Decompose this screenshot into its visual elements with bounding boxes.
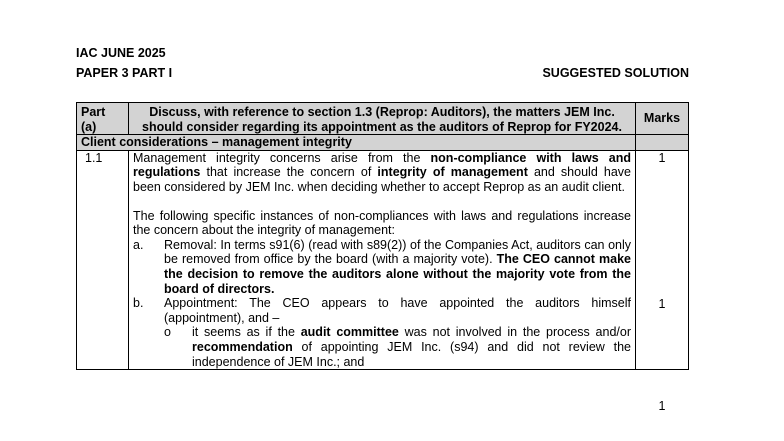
answer-marks	[636, 150, 689, 413]
question-label: Part (a)	[77, 103, 129, 135]
mark-value: 1	[658, 296, 666, 311]
question-row	[77, 103, 689, 135]
list-text: Appointment: The CEO appears to have appointed the auditors himself (appointment), and –	[164, 296, 631, 325]
header-exam-title: IAC JUNE 2025	[76, 46, 166, 60]
question-text: Discuss, with reference to section 1.3 (Reprop: Auditors), the matters JEM Inc. should consider regarding its appointment as the auditors of Reprop for FY2024.	[129, 103, 636, 135]
solution-table	[76, 102, 689, 413]
mark-value: 1	[658, 150, 666, 165]
list-label: b.	[133, 296, 144, 311]
list-text: Removal: In terms s91(6) (read with s89(2)) of the Companies Act, auditors can only be removed from office by the board (with a majority vote). The CEO cannot make the decision to remove the auditors alone without the majority vote from the board of directors.	[164, 237, 631, 296]
sub-item-audit-committee	[133, 325, 631, 369]
marks-header: Marks	[636, 103, 689, 135]
section-row	[77, 135, 689, 151]
answer-number: 1.1	[77, 150, 129, 369]
paragraph-noncompliance-intro: The following specific instances of non-compliances with laws and regulations increase the concern about the integrity of management:	[133, 208, 631, 238]
mark-value: 1	[658, 398, 666, 413]
sub-item-text: it seems as if the audit committee was not involved in the process and/or recommendation of appointing JEM Inc. (s94) and did not review the independence of JEM Inc.; and	[192, 325, 631, 369]
section-title: Client considerations – management integrity	[77, 135, 636, 151]
section-marks-cell	[636, 135, 689, 151]
list-label: a.	[133, 237, 144, 252]
header-solution-label: SUGGESTED SOLUTION	[542, 66, 689, 80]
answer-body	[129, 150, 636, 369]
bullet-o: o	[164, 325, 171, 340]
list-item-appointment	[133, 296, 631, 325]
list-item-removal	[133, 238, 631, 296]
paragraph-integrity: Management integrity concerns arise from the non-compliance with laws and regulations that increase the concern of integrity of management and should have been considered by JEM Inc. when deciding whether to accept Reprop as an audit client.	[133, 150, 631, 194]
header-paper-title: PAPER 3 PART I	[76, 66, 173, 80]
answer-row	[77, 150, 689, 369]
